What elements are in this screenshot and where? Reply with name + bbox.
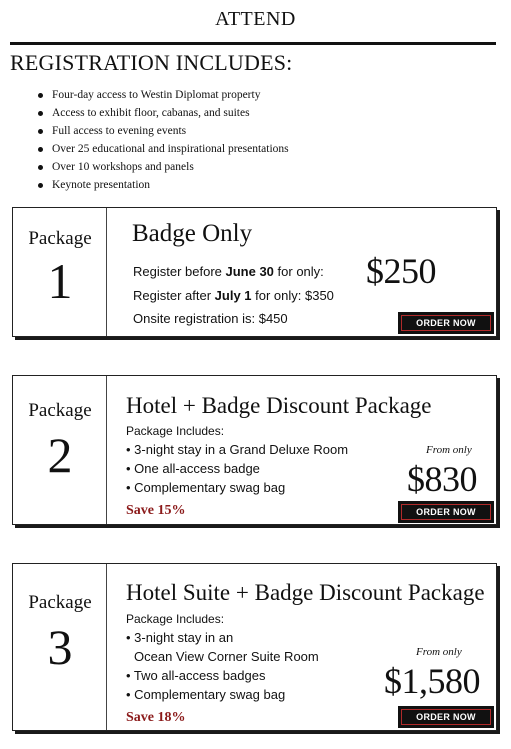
package-word: Package [28,400,92,421]
package-price: $830 [407,459,477,499]
package-number: 1 [47,253,73,309]
package-word: Package [28,592,92,613]
package-includes-label: Package Includes: [126,612,225,626]
list-item: Over 25 educational and inspirational presentations [38,140,478,158]
package-1-card [12,207,497,337]
list-item: Four-day access to Westin Diplomat property [38,86,478,104]
package-name: Badge Only [132,220,253,247]
package-name: Hotel Suite + Badge Discount Package [126,580,485,605]
package-2-label-panel [13,376,107,524]
title-divider [10,42,496,45]
order-now-button[interactable]: ORDER NOW [398,312,494,334]
package-detail-line: • One all-access badge [126,461,260,476]
from-only-label: From only [426,444,472,456]
package-detail-line: • 3-night stay in an [126,630,234,645]
list-item: Access to exhibit floor, cabanas, and suites [38,104,478,122]
package-detail-line: • Two all-access badges [126,668,266,683]
order-now-button[interactable]: ORDER NOW [398,706,494,728]
package-3-card [12,563,497,731]
package-name: Hotel + Badge Discount Package [126,393,432,418]
includes-list [38,86,478,194]
save-percent: Save 18% [126,710,186,725]
order-now-button[interactable]: ORDER NOW [398,501,494,523]
package-word: Package [28,228,92,249]
package-detail-line: Register after July 1 for only: $350 [133,288,334,303]
includes-heading: REGISTRATION INCLUDES: [10,50,293,75]
page-title: ATTEND [215,8,296,30]
package-detail-line: Register before June 30 for only: [133,264,324,279]
package-price: $250 [366,251,436,291]
package-detail-line: Onsite registration is: $450 [133,311,288,326]
package-number: 2 [47,427,73,483]
list-item: Full access to evening events [38,122,478,140]
package-price: $1,580 [384,661,480,701]
package-detail-line: • Complementary swag bag [126,687,286,702]
list-item: Over 10 workshops and panels [38,158,478,176]
from-only-label: From only [416,646,462,658]
list-item: Keynote presentation [38,176,478,194]
package-detail-line: • 3-night stay in a Grand Deluxe Room [126,442,349,457]
package-detail-line: Ocean View Corner Suite Room [134,649,319,664]
package-includes-label: Package Includes: [126,424,225,438]
package-number: 3 [47,619,73,675]
package-3-label-panel [13,564,107,730]
package-detail-line: • Complementary swag bag [126,480,286,495]
save-percent: Save 15% [126,503,186,518]
package-2-card [12,375,497,525]
package-1-label-panel [13,208,107,336]
